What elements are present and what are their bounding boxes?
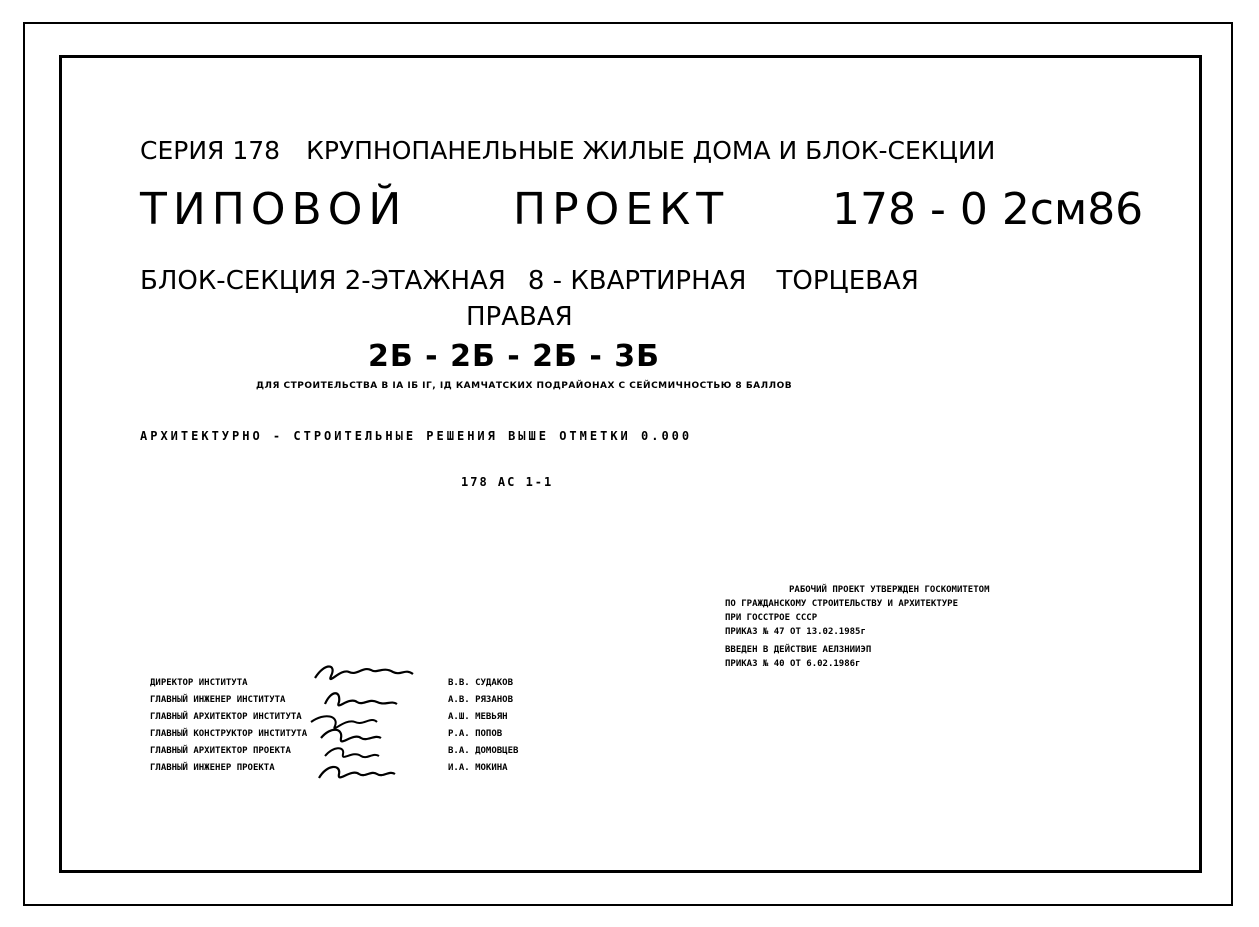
title-typical: ТИПОВОЙ [140, 184, 408, 235]
signature-director [315, 667, 413, 680]
architecture-line: АРХИТЕКТУРНО - СТРОИТЕЛЬНЫЕ РЕШЕНИЯ ВЫШЕ ОТМЕТКИ 0.000 [140, 429, 693, 443]
staff-name: И.А. МОКИНА [448, 763, 508, 773]
staff-name: В.А. ДОМОВЦЕВ [448, 746, 519, 756]
construction-note: ДЛЯ СТРОИТЕЛЬСТВА В IА IБ IГ, IД КАМЧАТСКИХ ПОДРАЙОНАХ С СЕЙСМИЧНОСТЬЮ 8 БАЛЛОВ [256, 381, 793, 391]
document-code: 178 АС 1-1 [461, 475, 554, 489]
block-section-apartments: 8 - КВАРТИРНАЯ [527, 266, 747, 296]
staff-role: ГЛАВНЫЙ ИНЖЕНЕР ПРОЕКТА [150, 763, 275, 773]
project-number: 178 - 0 2см86 [832, 184, 1144, 235]
title-project: ПРОЕКТ [513, 184, 730, 235]
series-title: КРУПНОПАНЕЛЬНЫЕ ЖИЛЫЕ ДОМА И БЛОК-СЕКЦИИ [306, 136, 996, 165]
section-code: 2Б - 2Б - 2Б - 3Б [368, 339, 660, 374]
block-section-floors: БЛОК-СЕКЦИЯ 2-ЭТАЖНАЯ [140, 266, 506, 296]
approval-line: РАБОЧИЙ ПРОЕКТ УТВЕРЖДЕН ГОСКОМИТЕТОМ [789, 585, 990, 595]
staff-name: А.В. РЯЗАНОВ [448, 695, 514, 705]
staff-role: ДИРЕКТОР ИНСТИТУТА [150, 678, 248, 688]
signature-chief-engineer [325, 693, 397, 705]
staff-name: А.Ш. МЕВЬЯН [448, 712, 508, 722]
signature-chief-designer [321, 730, 381, 742]
staff-role: ГЛАВНЫЙ АРХИТЕКТОР ИНСТИТУТА [150, 712, 302, 722]
staff-role: ГЛАВНЫЙ КОНСТРУКТОР ИНСТИТУТА [150, 729, 308, 739]
approval-block [725, 583, 989, 671]
staff-name: Р.А. ПОПОВ [448, 729, 503, 739]
staff-name: В.В. СУДАКОВ [448, 678, 514, 688]
series-label: СЕРИЯ 178 [140, 136, 281, 165]
staff-role: ГЛАВНЫЙ АРХИТЕКТОР ПРОЕКТА [150, 746, 291, 756]
series-line [140, 138, 995, 163]
block-section-line [140, 268, 919, 294]
signature-project-architect [325, 748, 379, 757]
signature-project-engineer [319, 767, 395, 778]
approval-line: ПРИ ГОССТРОЕ СССР [725, 613, 818, 623]
approval-line: ПРИКАЗ № 40 ОТ 6.02.1986г [725, 659, 861, 669]
block-section-side: ПРАВАЯ [466, 302, 573, 332]
approval-line: ВВЕДЕН В ДЕЙСТВИЕ АЕЛЗНИИЭП [725, 645, 872, 655]
approval-line: ПРИКАЗ № 47 ОТ 13.02.1985г [725, 627, 866, 637]
block-section-type: ТОРЦЕВАЯ [776, 266, 919, 296]
staff-role: ГЛАВНЫЙ ИНЖЕНЕР ИНСТИТУТА [150, 695, 286, 705]
signatures-graphic [305, 660, 445, 800]
signature-chief-architect [311, 716, 377, 728]
approval-line: ПО ГРАЖДАНСКОМУ СТРОИТЕЛЬСТВУ И АРХИТЕКТУРЕ [725, 599, 958, 609]
